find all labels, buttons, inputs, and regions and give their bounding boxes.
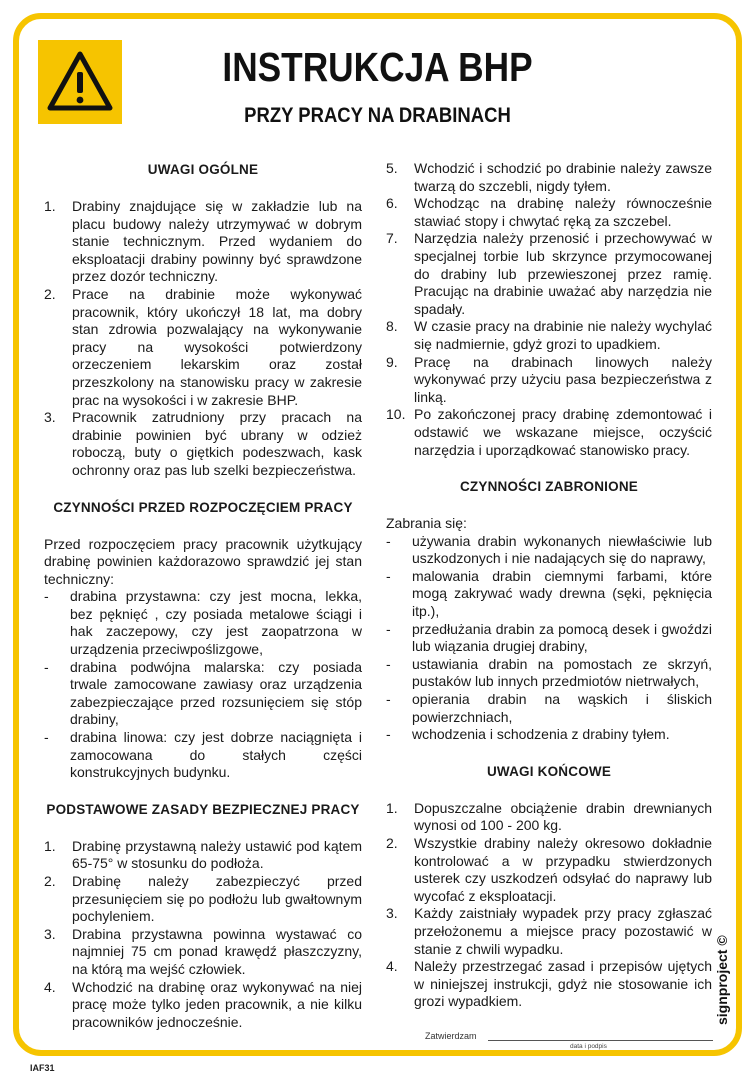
section-heading-general: UWAGI OGÓLNE (147, 162, 259, 177)
item-text: używania drabin wykonanych niewłaściwie lub uszkodzonych i nie nadających się do naprawy, (412, 532, 712, 567)
list-item (44, 979, 362, 1032)
list-item (44, 659, 362, 729)
item-text: Po zakończonej pracy drabinę zdemontować i odstawić we wskazane miejsce, oczyścić narzędzia i uporządkować stanowisko pracy. (414, 406, 712, 458)
item-number: 2. (386, 835, 398, 851)
item-text: Dopuszczalne obciążenie drabin drewnianych wynosi od 100 - 200 kg. (414, 799, 712, 834)
list-item (386, 318, 712, 353)
list-item (44, 729, 362, 782)
section-intro: Przed rozpoczęciem pracy pracownik użytkujący drabinę powinien każdorazowo sprawdzić jej stan techniczny: (44, 535, 362, 587)
before-list (44, 536, 362, 782)
item-number: 3. (44, 409, 56, 426)
warning-sign (38, 40, 122, 124)
item-dash: - (44, 588, 49, 605)
item-text: W czasie pracy na drabinie nie należy wychylać się nadmiernie, gdyż grozi to upadkiem. (414, 318, 712, 352)
item-number: 4. (386, 958, 398, 975)
item-text: wchodzenia i schodzenia z drabiny tyłem. (412, 726, 670, 743)
item-text: drabina podwójna malarska: czy posiada trwale zamocowane zawiasy oraz urządzenia zabezpieczające przed rozsunięciem się stóp drabiny, (70, 658, 362, 728)
section-intro: Zabrania się: (386, 515, 467, 532)
item-number: 3. (44, 925, 56, 942)
item-text: drabina przystawna: czy jest mocna, lekka, bez pęknięć , czy posiada metalowe ściągi i hak zaczepowy, czy jest zaopatrzona w urządzenia przeciwpoślizgowe, (70, 588, 362, 658)
approval-label: Zatwierdzam (425, 1031, 477, 1041)
list-item (386, 656, 712, 691)
item-number: 9. (386, 353, 398, 370)
item-text: Prace na drabinie może wykonywać pracownik, który ukończył 18 lat, ma dobry stan zdrowia pozwalający na wykonywanie pracy na wysokości potwierdzony orzeczeniem lekarskim oraz został przeszkolony na stanowisku pracy w zakresie prac na wysokości i w zakresie BHP. (72, 285, 362, 408)
item-dash: - (44, 658, 49, 675)
brand-mark: signproject © (714, 935, 730, 1025)
item-text: Pracownik zatrudniony przy pracach na drabinie powinien być ubrany w odzież roboczą, buty o giętkich podeszwach, kask ochronny oraz pas lub szelki bezpieczeństwa. (72, 409, 362, 478)
list-item (386, 354, 712, 407)
general-list (44, 198, 362, 480)
list-item (386, 835, 712, 905)
item-number: 10. (386, 406, 406, 423)
item-number: 1. (44, 198, 56, 214)
item-text: przedłużania drabin za pomocą desek i gwoździ lub wiązania drugiej drabiny, (412, 620, 712, 655)
list-item (44, 838, 362, 873)
item-text: Wchodzić i schodzić po drabinie należy zawsze twarzą do szczebli, nigdy tyłem. (414, 160, 712, 194)
list-item (386, 691, 712, 726)
item-text: malowania drabin ciemnymi farbami, które mogą zakrywać wady drewna (sęki, pęknięcia itp.), (412, 567, 712, 620)
item-dash: - (386, 726, 391, 743)
item-dash: - (44, 729, 49, 746)
item-text: Drabinę należy zabezpieczyć przed przesunięciem się po podłożu lub gwałtownym pochyleniem. (72, 873, 362, 925)
item-number: 5. (386, 160, 398, 176)
document-code: IAF31 (30, 1063, 55, 1073)
item-text: Narzędzia należy przenosić i przechowywać w specjalnej torbie lub skrzynce przymocowanej do drabiny lub przewieszonej przez ramię. Pracując na drabinie uważać aby narzędzia nie spadały. (414, 230, 712, 317)
list-item (44, 926, 362, 979)
item-number: 3. (386, 905, 398, 922)
item-number: 2. (44, 873, 56, 889)
list-item (386, 905, 712, 958)
item-dash: - (386, 620, 391, 637)
item-text: Należy przestrzegać zasad i przepisów ujętych w niniejszej instrukcji, gdyż nie stosowanie ich grozi wypadkiem. (414, 958, 712, 1010)
right-column (386, 160, 712, 1011)
item-text: Wszystkie drabiny należy okresowo dokładnie kontrolować a w przypadku stwierdzonych usterek czy uszkodzeń odsyłać do naprawy lub wycofać z eksploatacji. (414, 835, 712, 904)
item-number: 4. (44, 978, 56, 995)
item-number: 1. (44, 837, 56, 854)
list-item (386, 406, 712, 459)
list-item (386, 160, 712, 195)
list-item (44, 588, 362, 658)
item-text: Drabinę przystawną należy ustawić pod kątem 65-75° w stosunku do podłoża. (72, 837, 362, 872)
list-item (44, 409, 362, 479)
list-item (386, 958, 712, 1011)
page-subtitle: PRZY PRACY NA DRABINACH (244, 104, 511, 127)
list-item (386, 195, 712, 230)
section-heading-before: CZYNNOŚCI PRZED ROZPOCZĘCIEM PRACY (53, 499, 353, 515)
page-title: INSTRUKCJA BHP (222, 44, 533, 90)
list-item (386, 230, 712, 318)
list-item (44, 198, 362, 286)
item-number: 6. (386, 195, 398, 212)
item-number: 7. (386, 230, 398, 247)
item-dash: - (386, 655, 391, 672)
forbidden-list (386, 515, 712, 744)
list-item (386, 726, 712, 744)
item-text: drabina linowa: czy jest dobrze naciągnięta i zamocowana do stałych części konstrukcyjnych budynku. (70, 729, 362, 781)
section-heading-final: UWAGI KOŃCOWE (486, 763, 612, 779)
list-item (386, 533, 712, 568)
section-heading-forbidden: CZYNNOŚCI ZABRONIONE (459, 479, 638, 495)
item-text: ustawiania drabin na pomostach ze skrzyń, pustaków lub innych przedmiotów nietrwałych, (412, 655, 712, 690)
rules-list-part2 (386, 160, 712, 459)
item-text: Każdy zaistniały wypadek przy pracy zgłaszać przełożonemu a miejsce pracy pozostawić w stanie z chwili wypadku. (414, 905, 712, 957)
list-item (44, 873, 362, 926)
item-number: 2. (44, 285, 56, 302)
list-item (386, 800, 712, 835)
list-item (386, 568, 712, 621)
left-column (44, 160, 362, 1031)
section-heading-rules: PODSTAWOWE ZASADY BEZPIECZNEJ PRACY (46, 801, 360, 817)
item-text: Pracę na drabinach linowych należy wykonywać przy użyciu pasa bezpieczeństwa z linką. (414, 353, 712, 405)
warning-triangle-icon (46, 48, 114, 116)
item-dash: - (386, 567, 391, 584)
item-number: 8. (386, 318, 398, 335)
item-text: Wchodzić na drabinę oraz wykonywać na niej pracę może tylko jeden pracownik, a nie kilku pracowników jednocześnie. (72, 978, 362, 1030)
item-dash: - (386, 691, 391, 708)
list-item (44, 286, 362, 409)
item-text: Drabina przystawna powinna wystawać co najmniej 75 cm ponad krawędź płaszczyzny, na którą ma wejść człowiek. (72, 925, 362, 977)
approval-sublabel: data i podpis (570, 1043, 607, 1050)
item-text: opierania drabin na wąskich i śliskich powierzchniach, (412, 691, 712, 725)
rules-list-part1 (44, 838, 362, 1032)
final-list (386, 800, 712, 1011)
signature-line (488, 1040, 713, 1041)
list-item (386, 621, 712, 656)
item-dash: - (386, 532, 391, 549)
item-text: Wchodząc na drabinę należy równocześnie stawiać stopy i chwytać ręką za szczebel. (414, 195, 712, 229)
item-text: Drabiny znajdujące się w zakładzie lub na placu budowy należy utrzymywać w dobrym stanie technicznym. Przed wydaniem do eksploatacji drabiny powinny być sprawdzone przez dozór techniczny. (72, 198, 362, 285)
item-number: 1. (386, 799, 398, 816)
